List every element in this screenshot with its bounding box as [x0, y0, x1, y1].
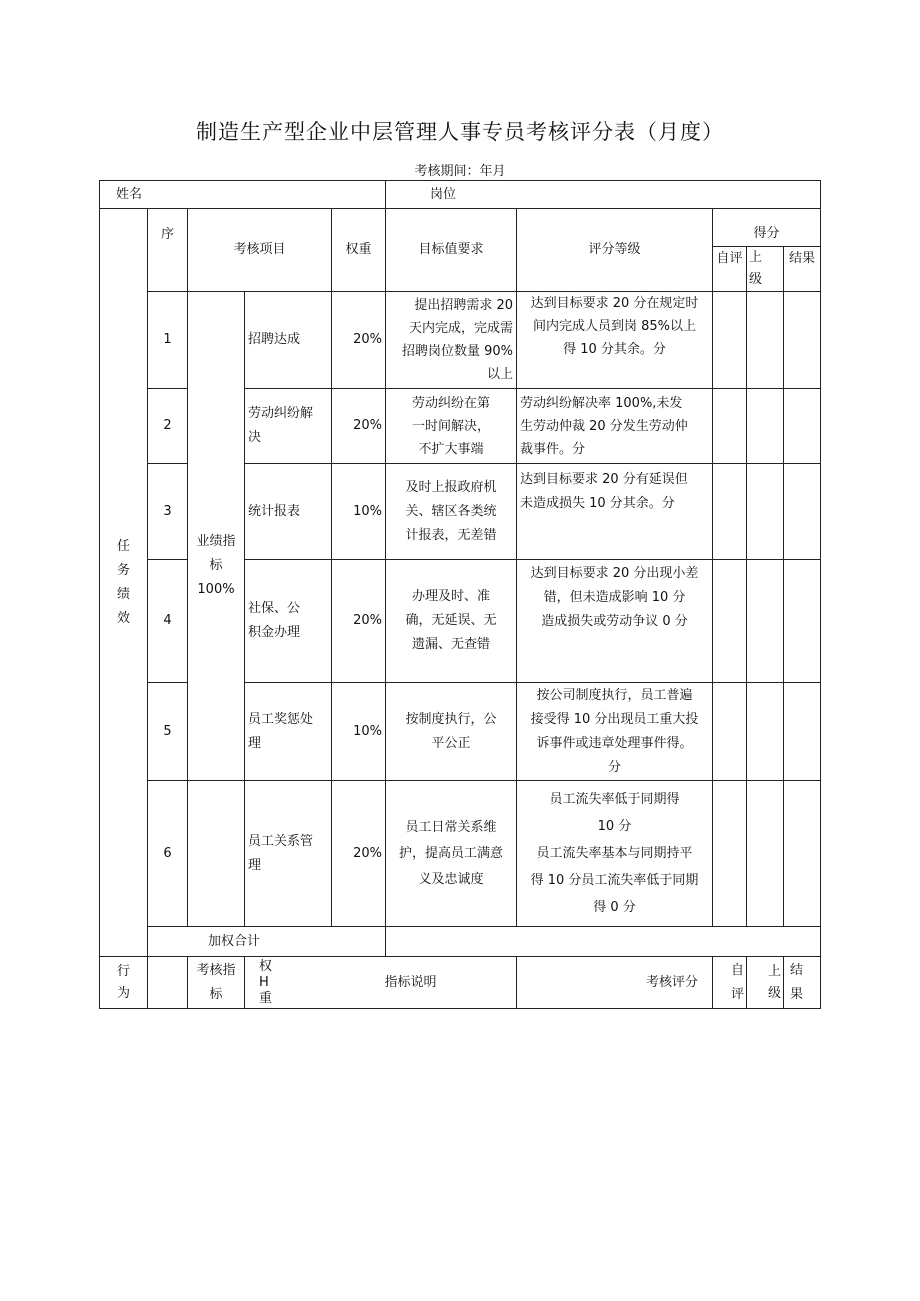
- self-score-cell[interactable]: [713, 560, 747, 683]
- target-header: 目标值要求: [386, 209, 517, 292]
- seq-header: 序: [148, 209, 188, 292]
- row-grade: 劳动纠纷解决率 100%,未发 生劳动仲裁 20 分发生劳动仲 裁事件。分: [517, 389, 713, 464]
- behavior-description-label: 指标说明: [384, 974, 437, 990]
- row-target: 劳动纠纷在第 一时间解决， 不扩大事端: [386, 389, 517, 464]
- result-score-cell[interactable]: [784, 292, 821, 389]
- row-seq: 4: [148, 560, 188, 683]
- result-score-header: 结果: [784, 247, 821, 292]
- self-score-header: 自评: [713, 247, 747, 292]
- result-score-cell[interactable]: [784, 560, 821, 683]
- weighted-total-value[interactable]: [386, 927, 821, 957]
- row-item: 统计报表: [245, 464, 332, 560]
- self-score-cell[interactable]: [713, 464, 747, 560]
- assessment-period: 考核期间：年月: [414, 164, 506, 179]
- row-weight: 10%: [332, 683, 386, 781]
- weighted-total-label: 加权合计: [148, 927, 386, 957]
- behavior-scoring-header: 考核评分: [517, 957, 713, 1009]
- superior-score-cell[interactable]: [747, 781, 784, 927]
- row-seq: 6: [148, 781, 188, 927]
- kpi-row-1: [100, 292, 821, 389]
- behavior-description-header: [245, 957, 517, 1009]
- superior-score-cell[interactable]: [747, 560, 784, 683]
- superior-score-cell[interactable]: [747, 683, 784, 781]
- row-item: 招聘达成: [245, 292, 332, 389]
- row-seq: 1: [148, 292, 188, 389]
- behavior-weight-header: 权 H 重: [259, 959, 273, 1006]
- row-grade: 达到目标要求 20 分在规定时 间内完成人员到岗 85%以上 得 10 分其余。分: [517, 292, 713, 389]
- row-weight: 20%: [332, 781, 386, 927]
- row-seq: 3: [148, 464, 188, 560]
- position-label-cell[interactable]: 岗位: [386, 181, 821, 209]
- result-score-cell[interactable]: [784, 683, 821, 781]
- row-target: 员工日常关系维 护，提高员工满意 义及忠诚度: [386, 781, 517, 927]
- self-score-cell[interactable]: [713, 781, 747, 927]
- column-header-row: [100, 209, 821, 247]
- row-grade: 达到目标要求 20 分出现小差 错，但未造成影响 10 分 造成损失或劳动争议 0 分: [517, 560, 713, 683]
- superior-score-cell[interactable]: [747, 464, 784, 560]
- self-score-cell[interactable]: [713, 683, 747, 781]
- name-row: [100, 181, 821, 209]
- form-title: 制造生产型企业中层管理人事专员考核评分表（月度）: [196, 120, 724, 144]
- self-score-cell[interactable]: [713, 389, 747, 464]
- row-weight: 10%: [332, 464, 386, 560]
- kpi-category-cell: 业绩指 标 100%: [188, 292, 245, 781]
- row-weight: 20%: [332, 292, 386, 389]
- result-score-cell[interactable]: [784, 781, 821, 927]
- name-label-cell[interactable]: 姓名: [100, 181, 386, 209]
- result-score-cell[interactable]: [784, 464, 821, 560]
- superior-score-cell[interactable]: [747, 389, 784, 464]
- row-seq: 5: [148, 683, 188, 781]
- behavior-seq-cell: [148, 957, 188, 1009]
- row-grade: 员工流失率低于同期得 10 分 员工流失率基本与同期持平 得 10 分员工流失率低于同期 得 0 分: [517, 781, 713, 927]
- row-grade: 按公司制度执行，员工普遍 接受得 10 分出现员工重大投 诉事件或违章处理事件得。 分: [517, 683, 713, 781]
- row-item: 社保、公 积金办理: [245, 560, 332, 683]
- score-header: 得分: [713, 209, 821, 247]
- grade-header: 评分等级: [517, 209, 713, 292]
- row-target: 及时上报政府机 关、辖区各类统 计报表，无差错: [386, 464, 517, 560]
- behavior-indicator-header: 考核指 标: [188, 957, 245, 1009]
- kpi-row-6: [100, 781, 821, 927]
- row-grade: 达到目标要求 20 分有延误但 未造成损失 10 分其余。分: [517, 464, 713, 560]
- item-header: 考核项目: [188, 209, 332, 292]
- behavior-header-row: [100, 957, 821, 1009]
- behavior-self-header: 自 评: [713, 957, 747, 1009]
- row-item: 员工奖惩处 理: [245, 683, 332, 781]
- superior-score-cell[interactable]: [747, 292, 784, 389]
- self-score-cell[interactable]: [713, 292, 747, 389]
- behavior-result-header: 结 果: [784, 957, 821, 1009]
- weight-header: 权重: [332, 209, 386, 292]
- behavior-section: 行 为: [100, 957, 148, 1009]
- row-seq: 2: [148, 389, 188, 464]
- row-target: 提出招聘需求 20 天内完成，完成需 招聘岗位数量 90% 以上: [386, 292, 517, 389]
- result-score-cell[interactable]: [784, 389, 821, 464]
- empty-category-cell: [188, 781, 245, 927]
- row-weight: 20%: [332, 560, 386, 683]
- row-item: 劳动纠纷解 决: [245, 389, 332, 464]
- row-item: 员工关系管 理: [245, 781, 332, 927]
- task-performance-section: 任 务 绩 效: [100, 209, 148, 957]
- row-target: 办理及时、准 确，无延误、无 遗漏、无查错: [386, 560, 517, 683]
- weighted-total-row: [100, 927, 821, 957]
- assessment-table: [99, 180, 821, 1009]
- behavior-superior-header: 上 级: [747, 957, 784, 1009]
- row-target: 按制度执行，公 平公正: [386, 683, 517, 781]
- superior-score-header: 上 级: [747, 247, 784, 292]
- row-weight: 20%: [332, 389, 386, 464]
